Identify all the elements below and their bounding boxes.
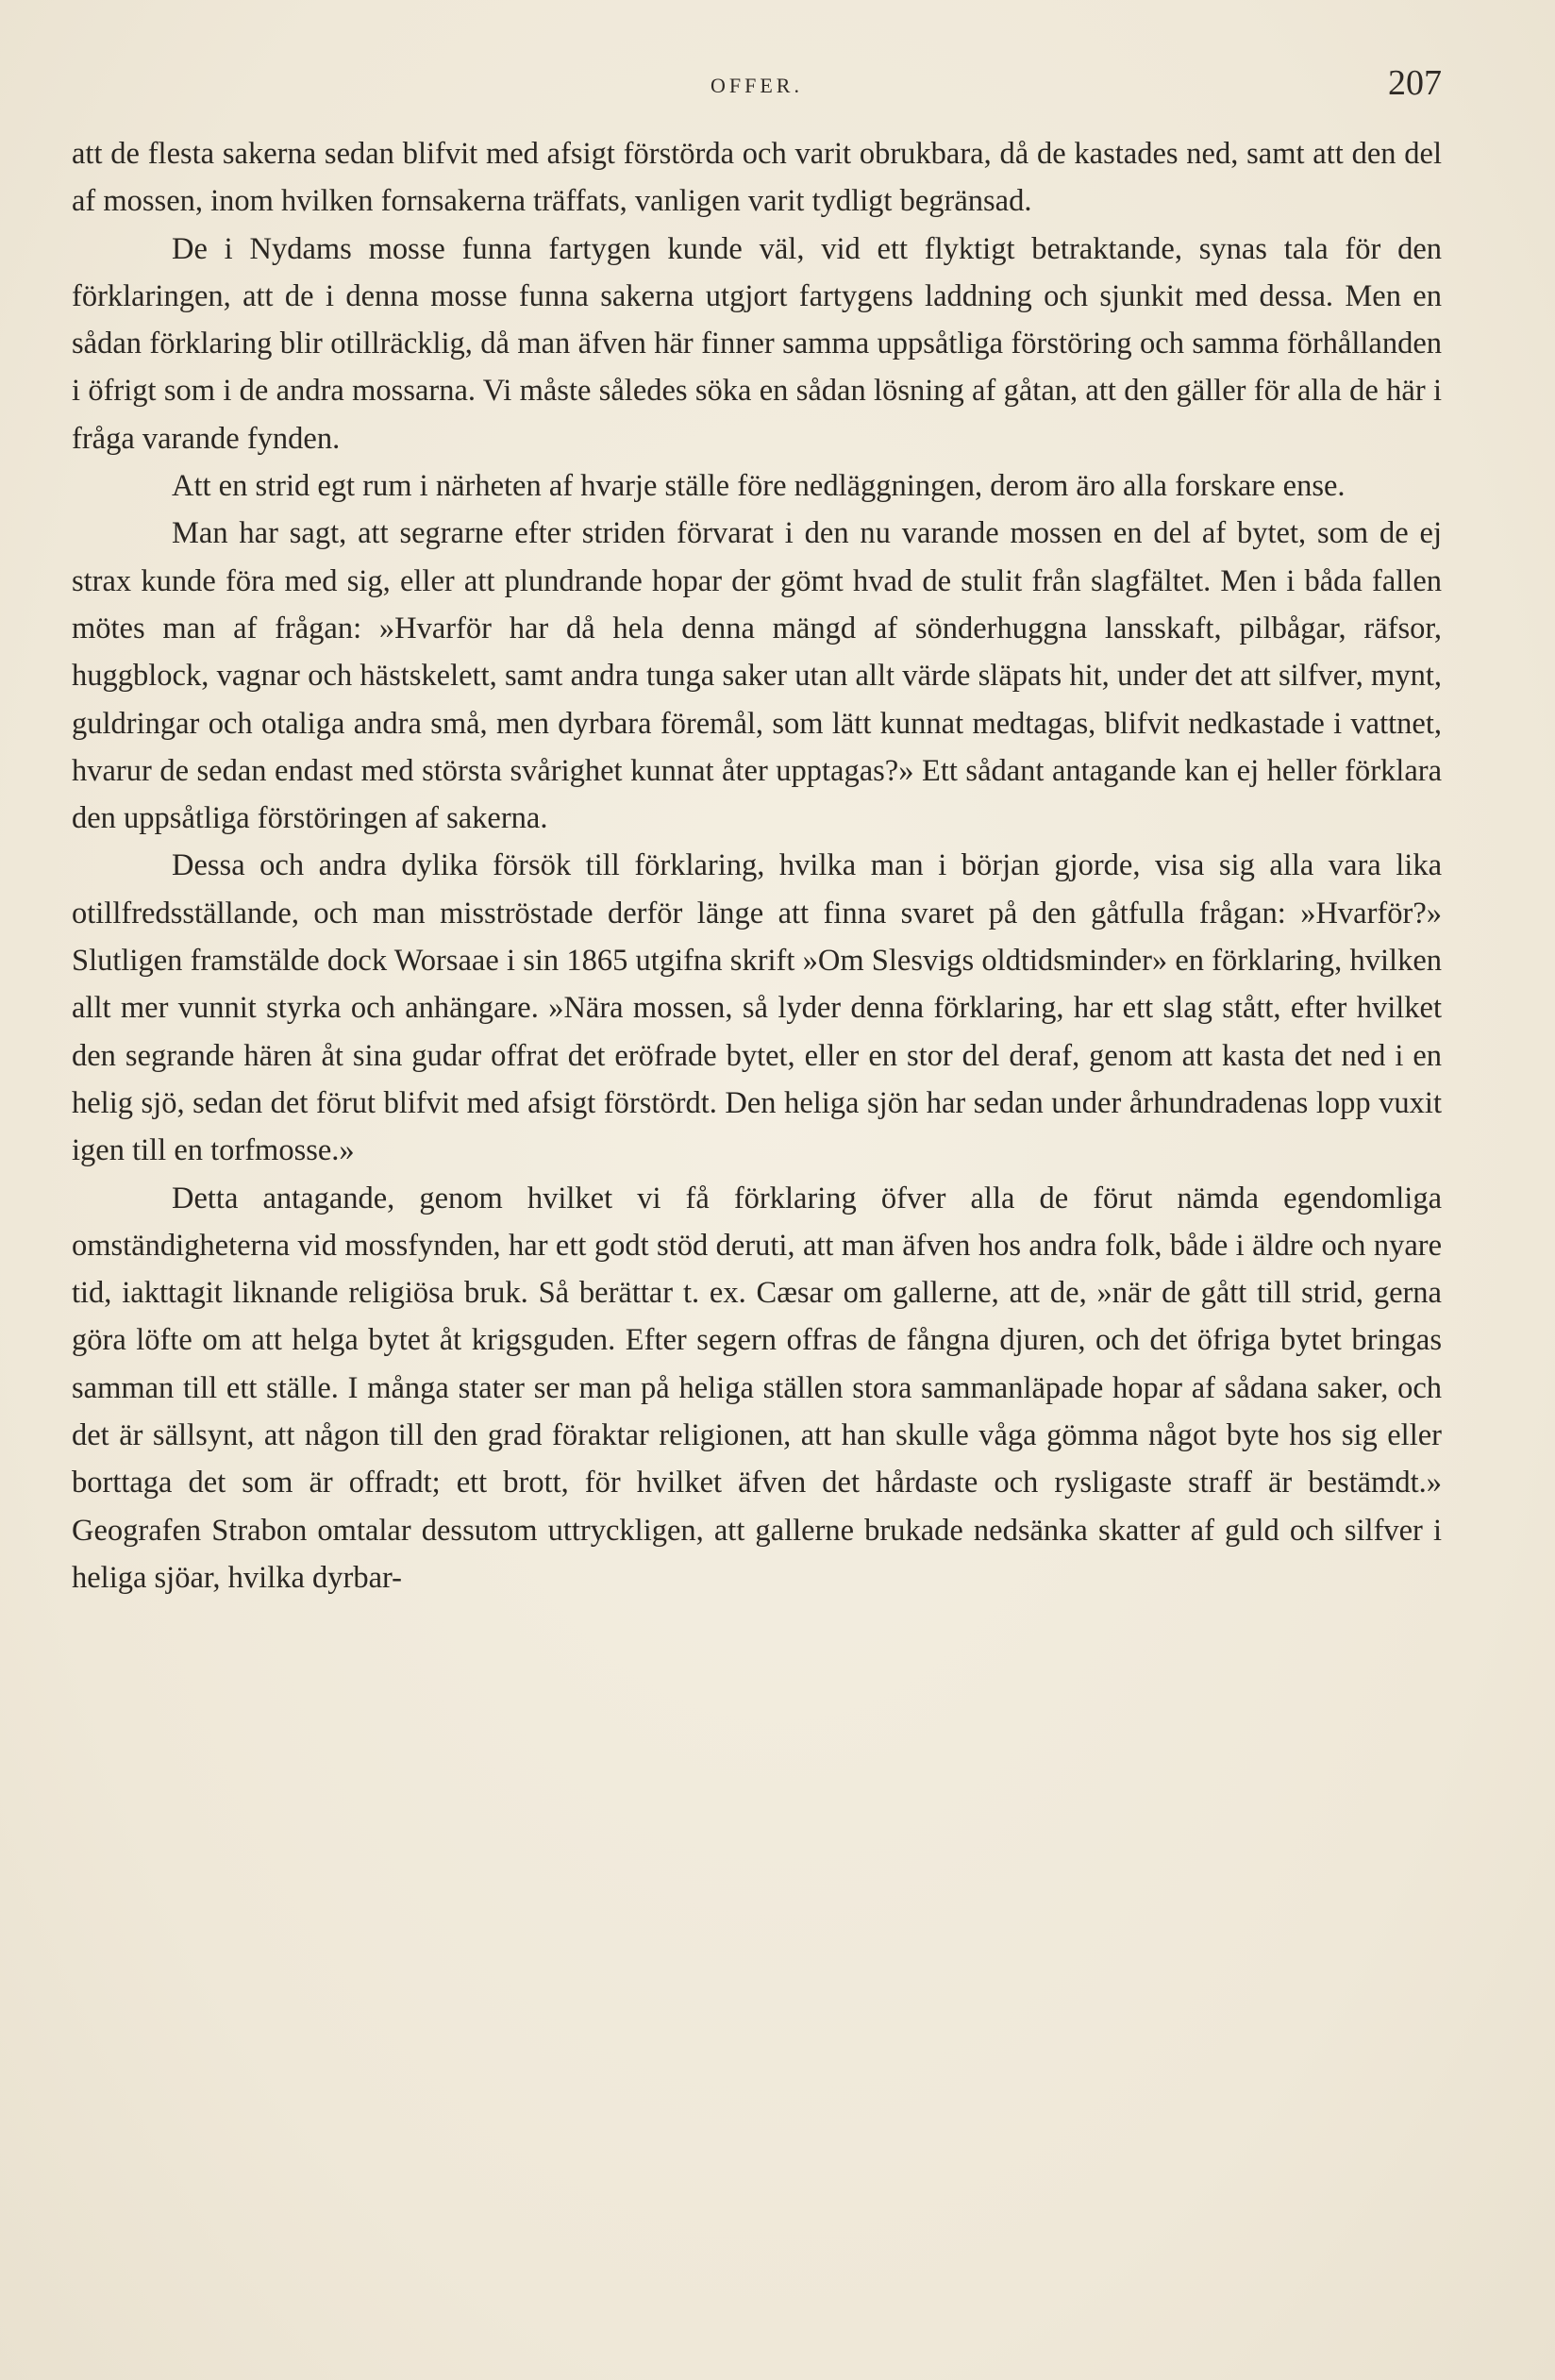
- running-title: OFFER.: [711, 74, 803, 97]
- paragraph-battle: Att en strid egt rum i närheten af hvarje ställe före nedläggningen, derom äro alla forskare ense.: [172, 469, 1346, 504]
- running-head: [72, 62, 1442, 109]
- paragraph-caesar: Detta antagande, genom hvilket vi få förklaring öfver alla de förut nämda egendomliga omständigheterna vid mossfynden, har ett godt stöd deruti, att man äfven hos andra folk, både i äldre och nyare tid, iakttagit liknande religiösa bruk. Så berättar t. ex. Cæsar om gallerne, att de, »när de gått till strid, gerna göra löfte om att helga bytet åt krigsguden. Efter segern offras de fångna djuren, och det öfriga bytet bringas samman till ett ställe. I många stater ser man på heliga ställen stora sammanläpade hopar af sådana saker, och det är sällsynt, att någon till den grad föraktar religionen, att han skulle våga gömma något byte hos sig eller borttaga det som är offradt; ett brott, för hvilket äfven det hårdaste och rysligaste straff är bestämdt.» Geografen Strabon omtalar dessutom uttryckligen, att gallerne brukade nedsänka skatter af guld och silfver i heliga sjöar, hvilka dyrbar-: [72, 1181, 1442, 1595]
- paragraph-worsaae: Dessa och andra dylika försök till förklaring, hvilka man i början gjorde, visa sig alla vara lika otillfredsställande, och man misströstade derför länge att finna svaret på den gåtfulla frågan: »Hvarför?» Slutligen framstälde dock Worsaae i sin 1865 utgifna skrift »Om Slesvigs oldtidsminder» en förklaring, hvilken allt mer vunnit styrka och anhängare. »Nära mossen, så lyder denna förklaring, har ett slag stått, efter hvilket den segrande hären åt sina gudar offrat det eröfrade bytet, eller en stor del deraf, genom att kasta det ned i en helig sjö, sedan det förut blifvit med afsigt förstördt. Den heliga sjön har sedan under århundradenas lopp vuxit igen till en torfmosse.»: [72, 848, 1442, 1168]
- paragraph-nydam: De i Nydams mosse funna fartygen kunde väl, vid ett flyktigt betraktande, synas tala för den förklaringen, att de i denna mosse funna sakerna utgjort fartygens laddning och sjunkit med dessa. Men en sådan förklaring blir otillräcklig, då man äfven här finner samma uppsåtliga förstöring och samma förhållanden i öfrigt som i de andra mossarna. Vi måste således söka en sådan lösning af gåtan, att den gäller för alla de här i fråga varande fynden.: [72, 231, 1442, 456]
- page-number: 207: [1388, 63, 1442, 103]
- body-text: [72, 130, 1442, 1601]
- paragraph-booty: Man har sagt, att segrarne efter striden förvarat i den nu varande mossen en del af bytet, som de ej strax kunde föra med sig, eller att plundrande hopar der gömt hvad de stulit från slagfältet. Men i båda fallen mötes man af frågan: »Hvarför har då hela denna mängd af sönderhuggna lansskaft, pilbågar, räfsor, huggblock, vagnar och hästskelett, samt andra tunga saker utan allt värde släpats hit, under det att silfver, mynt, guldringar och otaliga andra små, men dyrbara föremål, som lätt kunnat medtagas, blifvit nedkastade i vattnet, hvarur de sedan endast med största svårighet kunnat åter upptagas?» Ett sådant antagande kan ej heller förklara den uppsåtliga förstöringen af sakerna.: [72, 516, 1442, 836]
- paragraph-continuation: att de flesta sakerna sedan blifvit med afsigt förstörda och varit obrukbara, då de kastades ned, samt att den del af mossen, inom hvilken fornsakerna träffats, vanligen varit tydligt begränsad.: [72, 137, 1442, 219]
